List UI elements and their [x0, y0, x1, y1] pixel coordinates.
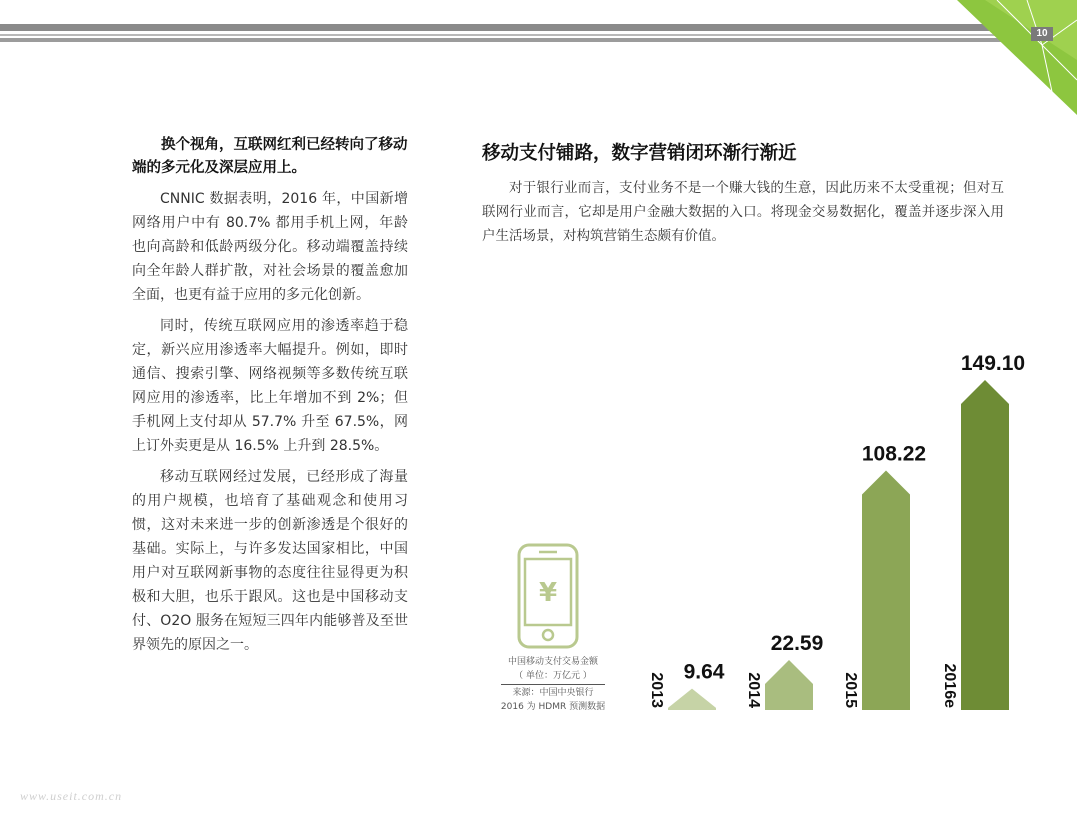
year-label-2015: 2015 — [842, 672, 859, 708]
caption-note: 2016 为 HDMR 预测数据 — [500, 702, 606, 712]
yuan-symbol: ¥ — [538, 578, 558, 608]
section-paragraph: 对于银行业而言，支付业务不是一个赚大钱的生意，因此历来不太受重视；但对互联网行业而言，它却是用户金融大数据的入口。将现金交易数据化，覆盖并逐步深入用户生活场景，对构筑营销生态颇有价值。 — [482, 180, 1004, 244]
year-label-2014: 2014 — [745, 672, 762, 708]
header-stripe-thin — [0, 34, 1077, 36]
caption-divider — [501, 684, 605, 685]
left-paragraph-2: 同时，传统互联网应用的渗透率趋于稳定，新兴应用渗透率大幅提升。例如，即时通信、搜索引擎、网络视频等多数传统互联网应用的渗透率，比上年增加不到 2%；但手机网上支付却从 57.7% 升至 67.5%，网上订外卖更是从 16.5% 上升到 28.5%。 — [132, 318, 408, 454]
value-label-2013: 9.64 — [683, 660, 725, 684]
year-label-2016e: 2016e — [941, 663, 958, 708]
corner-triangle-decoration — [957, 0, 1077, 115]
page-number: 10 — [1031, 27, 1053, 41]
caption-source: 来源：中国中央银行 — [512, 688, 594, 698]
bar-2015 — [862, 470, 910, 710]
value-label-2014: 22.59 — [770, 632, 824, 656]
bar-2014 — [765, 660, 813, 710]
left-heading: 换个视角，互联网红利已经转向了移动端的多元化及深层应用上。 — [132, 137, 408, 176]
left-column — [132, 134, 408, 664]
bar-2013 — [668, 689, 716, 710]
left-paragraph-3: 移动互联网经过发展，已经形成了海量的用户规模，也培育了基础观念和使用习惯，这对未来进一步的创新渗透是个很好的基础。实际上，与许多发达国家相比，中国用户对互联网新事物的态度往往显得更为积极和大胆，也乐于跟风。这也是中国移动支付、O2O 服务在短短三四年内能够普及至世界领先的原因之一。 — [132, 469, 408, 653]
section-title: 移动支付铺路，数字营销闭环渐行渐近 — [482, 143, 797, 164]
left-paragraph-1: CNNIC 数据表明，2016 年，中国新增网络用户中有 80.7% 都用手机上网，年龄也向高龄和低龄两级分化。移动端覆盖持续向全年龄人群扩散，对社会场景的覆盖愈加全面，也更有益于应用的多元化创新。 — [132, 191, 408, 303]
bar-2016e — [961, 380, 1009, 710]
chart-caption — [478, 655, 628, 714]
value-label-2016e: 149.10 — [960, 352, 1026, 375]
caption-title: 中国移动支付交易金额 — [507, 657, 598, 667]
value-label-2015: 108.22 — [861, 442, 927, 466]
mobile-phone-icon — [517, 543, 579, 649]
caption-unit: （ 单位：万亿元 ） — [514, 671, 592, 681]
header-stripe — [0, 24, 1077, 31]
year-label-2013: 2013 — [648, 672, 665, 708]
watermark: www.useit.com.cn — [20, 789, 123, 803]
header-stripe-lower — [0, 38, 1077, 42]
